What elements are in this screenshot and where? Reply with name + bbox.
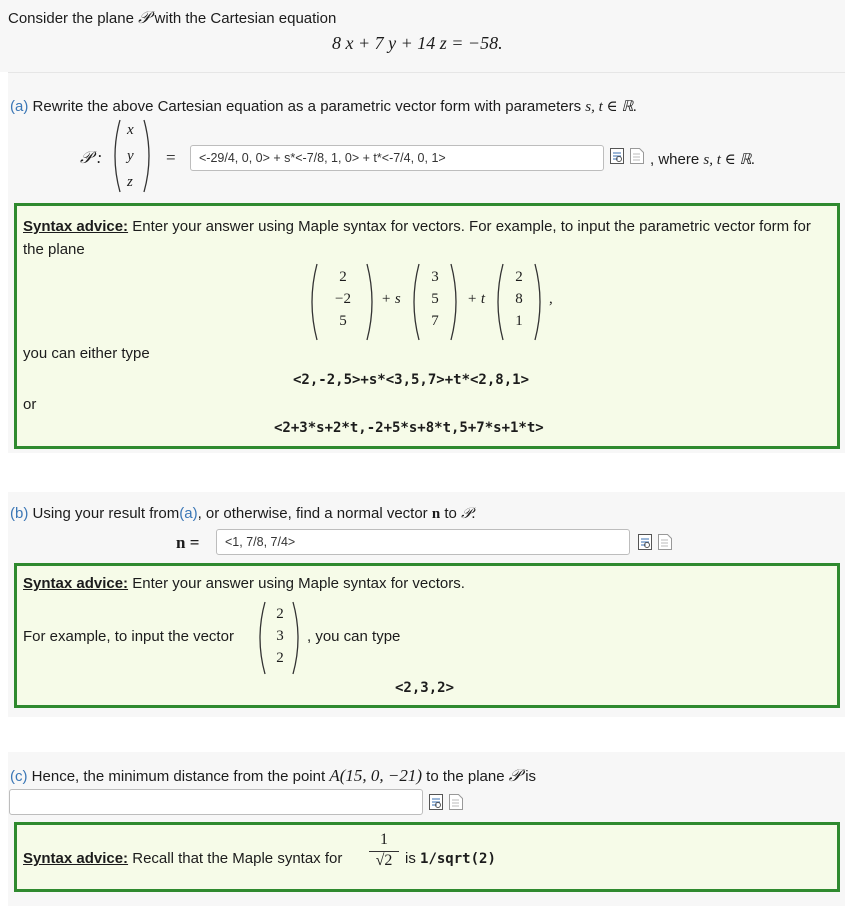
part-c-text-3: is <box>525 768 537 785</box>
vec-x: x <box>127 122 134 138</box>
help-icon[interactable] <box>658 534 672 554</box>
part-b-label: (b) <box>10 505 29 522</box>
vector-comma: , <box>549 291 553 307</box>
vec-y: y <box>127 148 134 164</box>
v3-a: 2 <box>515 269 523 285</box>
where-text: , where <box>650 151 700 168</box>
part-a-question-text: Rewrite the above Cartesian equation as a parametric vector form with parameters <box>32 98 582 115</box>
vb-c: 2 <box>276 650 284 666</box>
advice-b-example: For example, to input the vector <box>23 628 234 645</box>
part-a-syntax-advice <box>14 203 840 449</box>
advice-a-either: you can either type <box>23 345 150 362</box>
part-b-lhs: n = <box>176 533 200 552</box>
preview-icon[interactable] <box>638 534 652 554</box>
fraction-denominator: √2 <box>369 851 399 870</box>
part-c-answer-input[interactable] <box>9 789 423 815</box>
v3-c: 1 <box>515 313 523 329</box>
part-c-label: (c) <box>10 768 28 785</box>
part-a-question <box>10 97 637 116</box>
advice-b-vector-values <box>268 603 292 669</box>
advice-b-code: <2,3,2> <box>395 680 455 696</box>
advice-c-is <box>405 850 496 867</box>
advice-b-you-can: , you can type <box>307 628 401 645</box>
vb-b: 3 <box>276 628 284 644</box>
part-b-text-2: , or otherwise, find a normal vector <box>197 505 428 522</box>
part-c-point: A(15, 0, −21) <box>329 766 422 785</box>
advice-b-title: Syntax advice: <box>23 575 129 592</box>
part-a-lhs: 𝒫 : <box>80 148 103 167</box>
advice-b-text <box>23 575 465 592</box>
intro-text <box>8 8 336 28</box>
example-vector-3 <box>506 266 532 332</box>
advice-a-body: Enter your answer using Maple syntax for vectors. For example, to input the parametric vector form for the plane <box>23 218 811 258</box>
part-b-ref: (a) <box>179 505 198 522</box>
part-c-text-1: Hence, the minimum distance from the point <box>31 768 326 785</box>
plus-s <box>381 291 401 308</box>
intro-text-2: with the Cartesian equation <box>154 10 337 27</box>
part-a-answer-input[interactable] <box>190 145 604 171</box>
vb-a: 2 <box>276 606 284 622</box>
advice-c-is-text: is <box>405 850 416 867</box>
part-c-question <box>10 766 536 786</box>
plane-symbol: 𝒫 <box>138 8 151 27</box>
part-b-n: n <box>431 506 441 522</box>
part-b-plane: 𝒫. <box>461 506 476 522</box>
where-params: s, t ∈ ℝ. <box>703 152 756 168</box>
part-c-plane: 𝒫 <box>508 766 522 785</box>
part-a-params: s, t ∈ ℝ. <box>585 99 638 115</box>
part-b-text-1: Using your result from <box>32 505 180 522</box>
part-a-label: (a) <box>10 98 29 115</box>
advice-a-or: or <box>23 396 37 413</box>
part-b-answer-input[interactable] <box>216 529 630 555</box>
v2-c: 7 <box>431 313 439 329</box>
vec-z: z <box>127 174 133 190</box>
advice-c-body: Recall that the Maple syntax for <box>132 850 343 867</box>
plus-t <box>467 291 485 308</box>
v1-b: −2 <box>335 291 351 307</box>
part-a-equals: = <box>166 148 176 167</box>
advice-a-text <box>23 215 823 261</box>
xyz-vector <box>112 116 152 196</box>
help-icon[interactable] <box>630 148 644 168</box>
advice-c-title: Syntax advice: <box>23 850 129 867</box>
v2-b: 5 <box>431 291 439 307</box>
advice-b-body: Enter your answer using Maple syntax for vectors. <box>132 575 465 592</box>
preview-icon[interactable] <box>610 148 624 168</box>
advice-b-vector <box>255 598 305 678</box>
part-c-text-2: to the plane <box>426 768 505 785</box>
example-vectors <box>309 260 559 344</box>
advice-a-code-1: <2,-2,5>+s*<3,5,7>+t*<2,8,1> <box>293 372 530 388</box>
v1-c: 5 <box>339 313 347 329</box>
intro-text-1: Consider the plane <box>8 10 134 27</box>
advice-c-code: 1/sqrt(2) <box>420 851 496 867</box>
example-vector-1 <box>323 266 363 332</box>
preview-icon[interactable] <box>429 794 443 814</box>
example-vector-2 <box>422 266 448 332</box>
plus-s-text: + s <box>381 291 401 307</box>
help-icon[interactable] <box>449 794 463 814</box>
advice-a-title: Syntax advice: <box>23 218 129 235</box>
cartesian-equation: 8 x + 7 y + 14 z = −58. <box>332 33 503 53</box>
part-c-syntax-advice <box>14 822 840 892</box>
v2-a: 3 <box>431 269 439 285</box>
advice-a-code-2: <2+3*s+2*t,-2+5*s+8*t,5+7*s+1*t> <box>274 420 544 436</box>
part-b-question <box>10 505 476 523</box>
v1-a: 2 <box>339 269 347 285</box>
advice-c-text <box>23 850 342 867</box>
v3-b: 8 <box>515 291 523 307</box>
advice-c-fraction <box>369 831 399 870</box>
plus-t-text: + t <box>467 291 486 307</box>
part-b-text-3: to <box>444 505 457 522</box>
part-b-syntax-advice <box>14 563 840 708</box>
part-a-where <box>650 150 755 169</box>
fraction-numerator: 1 <box>380 831 388 848</box>
